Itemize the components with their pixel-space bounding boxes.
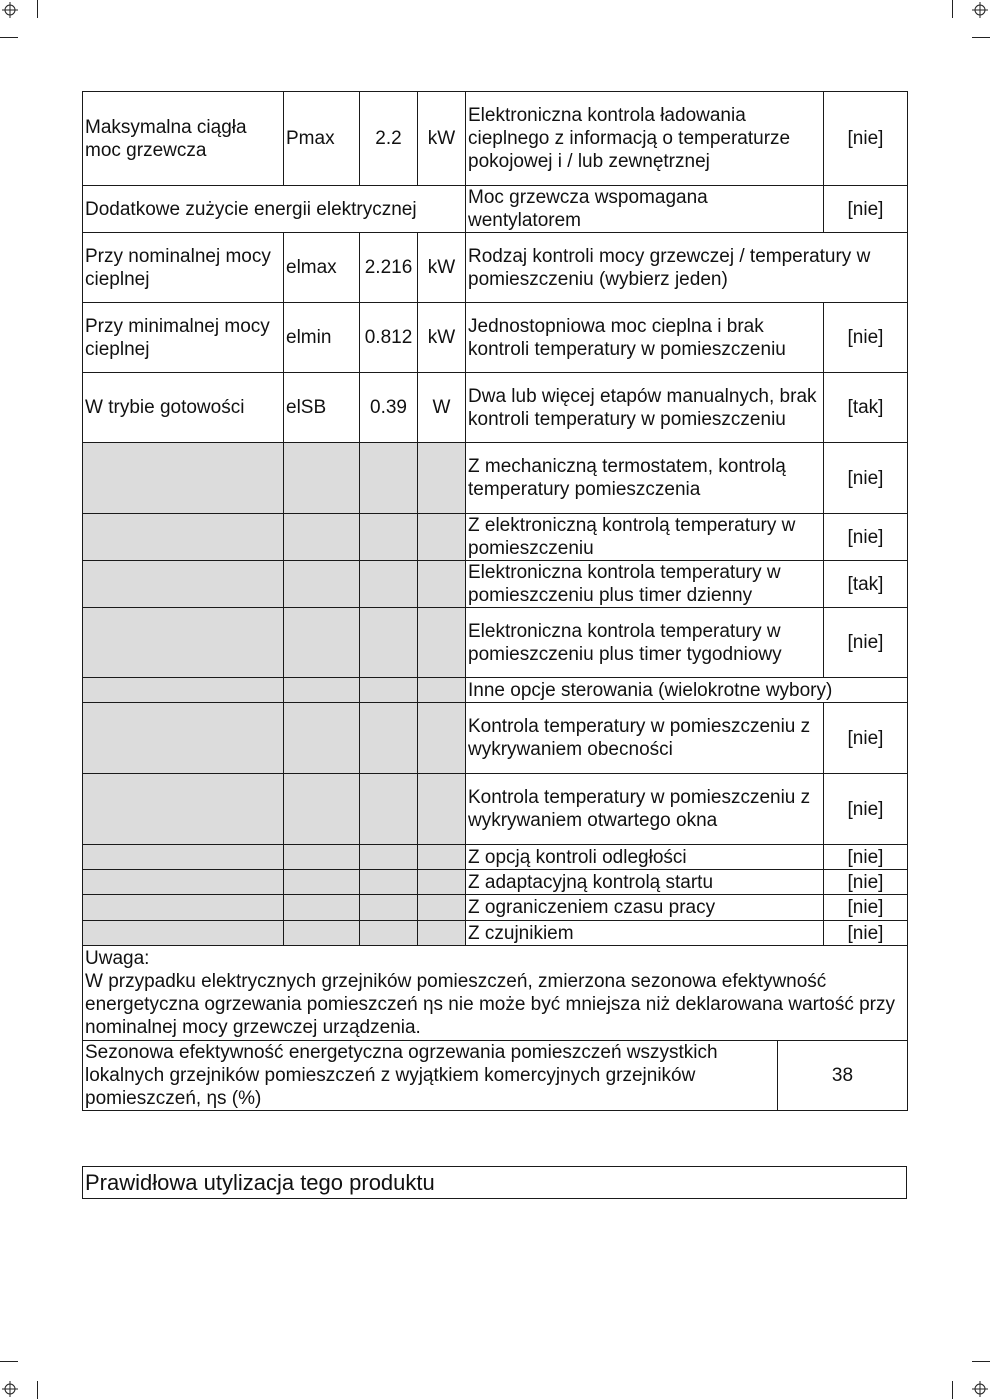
control-status: [tak]: [824, 561, 908, 608]
table-row: [83, 443, 908, 514]
table-row: [83, 514, 908, 561]
control-type: Jednostopniowa moc cieplna i brak kontroli temperatury w pomieszczeniu: [466, 303, 824, 373]
parameter-label: Maksymalna ciągła moc grzewcza: [83, 92, 284, 186]
control-type: Kontrola temperatury w pomieszczeniu z wykrywaniem otwartego okna: [466, 774, 824, 845]
table-row: [83, 774, 908, 845]
parameter-unit: kW: [418, 233, 466, 303]
control-status: [nie]: [824, 443, 908, 514]
table-row: [83, 946, 908, 1041]
control-status: [nie]: [824, 92, 908, 186]
seasonal-efficiency-value: 38: [778, 1041, 908, 1111]
section-title: Prawidłowa utylizacja tego produktu: [82, 1166, 907, 1199]
table-row: [83, 186, 908, 233]
table-row: [83, 845, 908, 870]
parameter-label: Przy minimalnej mocy cieplnej: [83, 303, 284, 373]
parameter-unit: kW: [418, 92, 466, 186]
parameter-symbol: elmin: [284, 303, 360, 373]
control-status: [nie]: [824, 845, 908, 870]
table-row: [83, 373, 908, 443]
parameter-value: 2.216: [360, 233, 418, 303]
control-type: Z opcją kontroli odległości: [466, 845, 824, 870]
control-type: Z ograniczeniem czasu pracy: [466, 895, 824, 921]
parameter-unit: kW: [418, 303, 466, 373]
table-row: [83, 92, 908, 186]
seasonal-efficiency-table: [82, 1040, 908, 1111]
control-type: Z czujnikiem: [466, 921, 824, 946]
control-type: Moc grzewcza wspomagana wentylatorem: [466, 186, 824, 233]
table-row: [83, 1041, 908, 1111]
control-status: [nie]: [824, 774, 908, 845]
parameter-symbol: elmax: [284, 233, 360, 303]
crop-mark: [972, 37, 990, 38]
control-type: Z adaptacyjną kontrolą startu: [466, 870, 824, 895]
parameter-value: 0.812: [360, 303, 418, 373]
parameter-value: 0.39: [360, 373, 418, 443]
parameter-label: Dodatkowe zużycie energii elektrycznej: [83, 186, 466, 233]
registration-mark-icon: [972, 1381, 988, 1397]
control-status: [nie]: [824, 703, 908, 774]
table-row: [83, 303, 908, 373]
crop-mark: [972, 1361, 990, 1362]
note-cell: [83, 946, 908, 1041]
crop-mark: [952, 1381, 953, 1399]
control-type: Kontrola temperatury w pomieszczeniu z wykrywaniem obecności: [466, 703, 824, 774]
table-row: [83, 561, 908, 608]
table-row: [83, 233, 908, 303]
control-status: [tak]: [824, 373, 908, 443]
control-type: Z elektroniczną kontrolą temperatury w pomieszczeniu: [466, 514, 824, 561]
parameter-symbol: Pmax: [284, 92, 360, 186]
registration-mark-icon: [972, 2, 988, 18]
control-status: [nie]: [824, 514, 908, 561]
note-text: W przypadku elektrycznych grzejników pomieszczeń, zmierzona sezonowa efektywność energetyczna ogrzewania pomieszczeń ηs nie może być mniejsza niż deklarowana wartość przy nominalnej mocy grzewczej urządzenia.: [85, 971, 895, 1038]
note-title: Uwaga:: [85, 948, 150, 969]
registration-mark-icon: [2, 2, 18, 18]
table-row: [83, 921, 908, 946]
parameter-label: Przy nominalnej mocy cieplnej: [83, 233, 284, 303]
control-status: [nie]: [824, 186, 908, 233]
crop-mark: [952, 0, 953, 18]
seasonal-efficiency-label: Sezonowa efektywność energetyczna ogrzewania pomieszczeń wszystkich lokalnych grzejników pomieszczeń z wyjątkiem komercyjnych grzejników pomieszczeń, ηs (%): [83, 1041, 778, 1111]
parameter-unit: W: [418, 373, 466, 443]
crop-mark: [0, 1361, 18, 1362]
control-group-heading: Inne opcje sterowania (wielokrotne wybory): [466, 678, 908, 703]
table-row: [83, 703, 908, 774]
crop-mark: [0, 37, 18, 38]
table-row: [83, 608, 908, 678]
control-type: Elektroniczna kontrola temperatury w pomieszczeniu plus timer dzienny: [466, 561, 824, 608]
parameter-symbol: elSB: [284, 373, 360, 443]
parameter-label: W trybie gotowości: [83, 373, 284, 443]
registration-mark-icon: [2, 1381, 18, 1397]
control-status: [nie]: [824, 303, 908, 373]
control-type: Elektroniczna kontrola ładowania cieplnego z informacją o temperaturze pokojowej i / lub zewnętrznej: [466, 92, 824, 186]
control-status: [nie]: [824, 870, 908, 895]
table-row: [83, 870, 908, 895]
control-status: [nie]: [824, 895, 908, 921]
control-type: Dwa lub więcej etapów manualnych, brak kontroli temperatury w pomieszczeniu: [466, 373, 824, 443]
control-status: [nie]: [824, 608, 908, 678]
table-row: [83, 895, 908, 921]
control-type: Elektroniczna kontrola temperatury w pomieszczeniu plus timer tygodniowy: [466, 608, 824, 678]
crop-mark: [37, 1381, 38, 1399]
table-row: [83, 678, 908, 703]
parameter-value: 2.2: [360, 92, 418, 186]
control-type: Z mechaniczną termostatem, kontrolą temperatury pomieszczenia: [466, 443, 824, 514]
control-type: Rodzaj kontroli mocy grzewczej / temperatury w pomieszczeniu (wybierz jeden): [466, 233, 908, 303]
control-status: [nie]: [824, 921, 908, 946]
crop-mark: [37, 0, 38, 18]
specification-table: [82, 91, 908, 1041]
